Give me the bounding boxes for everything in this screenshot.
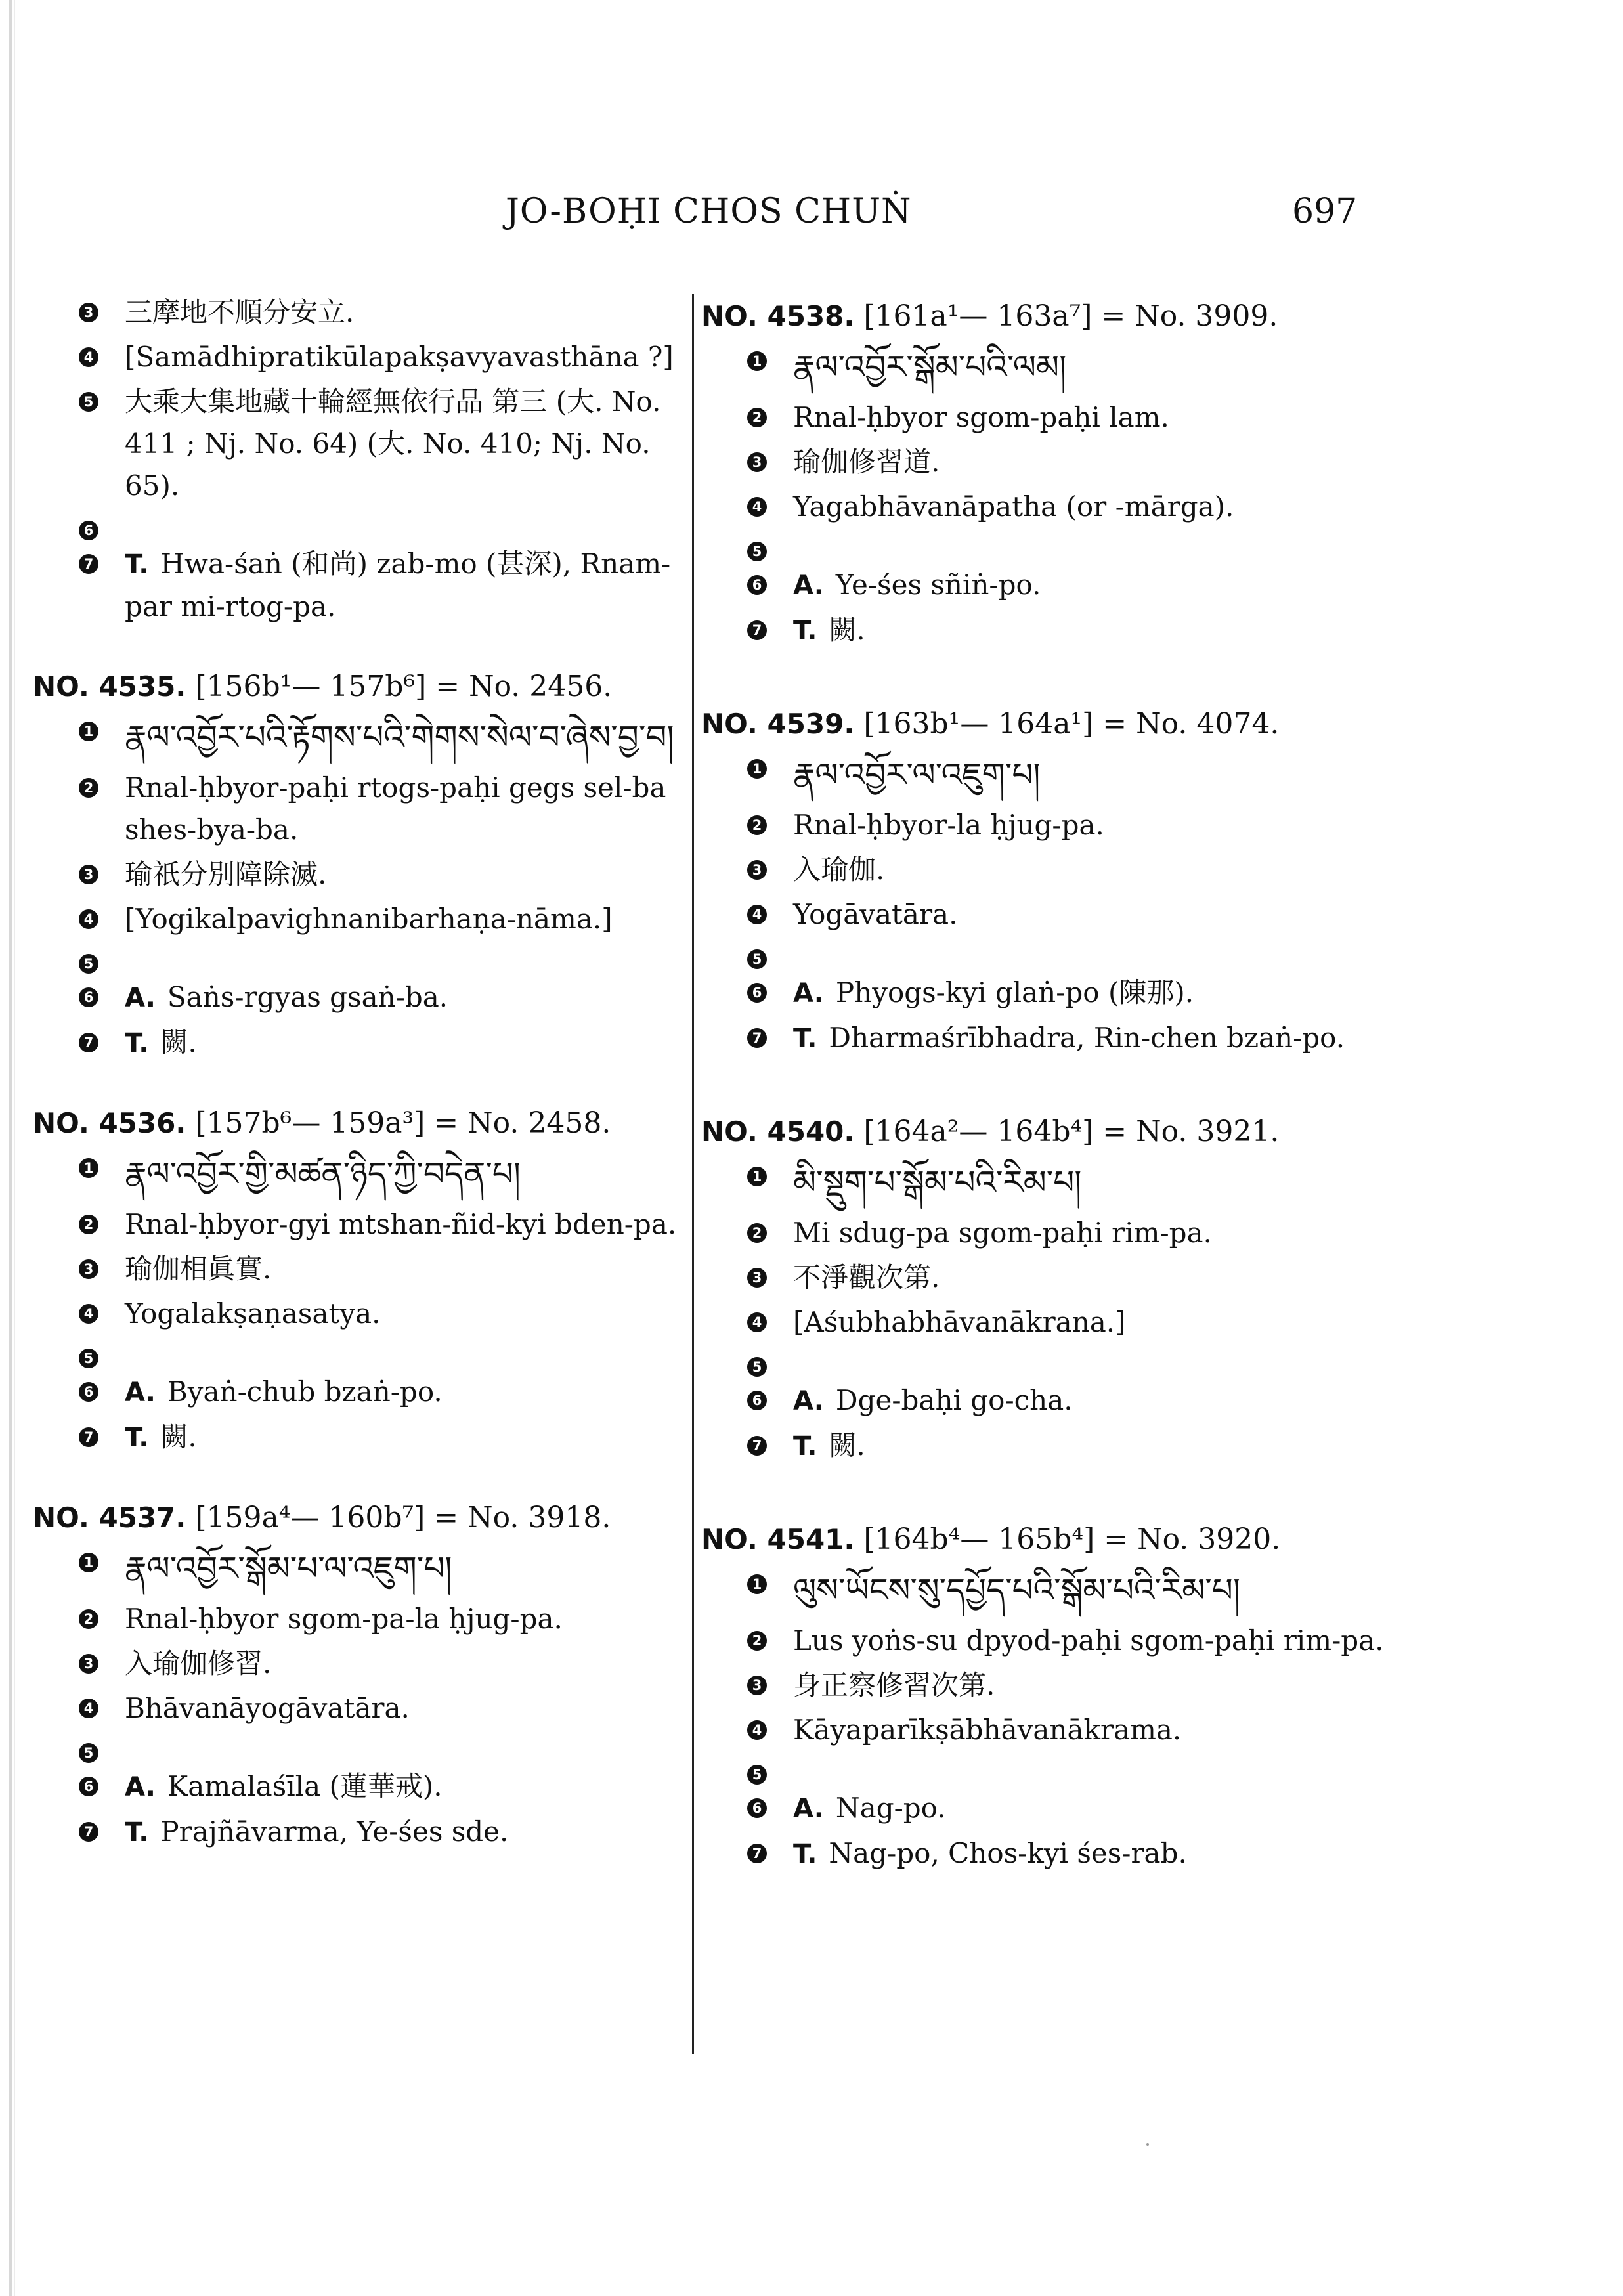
entry-item: [701, 609, 1555, 652]
marker-2: 2: [747, 1223, 767, 1243]
marker-6: 6: [747, 1391, 767, 1410]
entry-item: [33, 1337, 683, 1368]
author: Dge-baḥi go-cha.: [835, 1384, 1073, 1416]
entry-item: [33, 1371, 683, 1414]
entry-item: [701, 804, 1555, 846]
entry-heading: [33, 666, 683, 708]
marker-5: 5: [79, 1743, 98, 1763]
entry-4536: [33, 1102, 683, 1459]
author-label: A.: [125, 1377, 156, 1408]
marker-6: 6: [747, 1798, 767, 1818]
translator: 闕.: [829, 1429, 865, 1462]
entry-range: [164a²— 164b⁴] = No. 3921.: [863, 1115, 1280, 1148]
sanskrit-title: Bhāvanāyogāvatāra.: [125, 1692, 410, 1724]
marker-7: 7: [747, 1028, 767, 1048]
marker-1: 1: [747, 1574, 767, 1594]
entry-number: NO. 4540.: [701, 1116, 855, 1148]
sanskrit-title: Yogalakṣaṇasatya.: [125, 1297, 381, 1330]
entry-number: NO. 4536.: [33, 1107, 186, 1139]
chinese-title: 不淨觀次第.: [793, 1261, 940, 1293]
entry-item: [701, 1017, 1555, 1060]
entry-item: [701, 1664, 1555, 1706]
entry-item: [701, 1346, 1555, 1377]
marker-4: 4: [747, 905, 767, 924]
entry-item: [33, 509, 683, 540]
marker-7: 7: [747, 620, 767, 640]
tibetan-title: རྣལ་འབྱོར་པའི་རྟོགས་པའི་གེགས་སེལ་བ་ཞེས་བྱ་བ།: [125, 718, 674, 756]
entry-item: [701, 1787, 1555, 1830]
entry-item: [701, 441, 1555, 483]
translator: Nag-po, Chos-kyi śes-rab.: [829, 1837, 1187, 1869]
entry-item: [33, 543, 683, 628]
chinese-title: 瑜伽修習道.: [793, 446, 940, 478]
entry-item: [701, 849, 1555, 891]
entry-4538: [701, 295, 1555, 652]
entry-heading: [33, 1102, 683, 1144]
entry-item: [701, 1620, 1555, 1662]
marker-5: 5: [747, 542, 767, 561]
author-label: A.: [793, 571, 824, 601]
print-speck: [1146, 2143, 1149, 2146]
transliteration: Rnal-ḥbyor-gyi mtshan-ñid-kyi bden-pa.: [125, 1208, 677, 1240]
marker-2: 2: [79, 1609, 98, 1629]
marker-3: 3: [79, 303, 98, 322]
entry-item: [701, 340, 1555, 394]
entry-item: [701, 531, 1555, 561]
entry-heading: [33, 1497, 683, 1539]
marker-1: 1: [79, 1158, 98, 1178]
marker-3: 3: [747, 860, 767, 880]
left-column: [33, 289, 683, 1853]
page-number: 697: [1292, 192, 1358, 231]
right-column: [701, 295, 1555, 1875]
entry-4537: [33, 1497, 683, 1853]
translator-label: T.: [793, 1839, 817, 1869]
page-edge: [9, 0, 12, 2296]
entry-item: [33, 1598, 683, 1640]
chinese-title: 瑜祇分別障除滅.: [125, 858, 327, 890]
entry-number: NO. 4535.: [33, 670, 186, 703]
marker-5: 5: [79, 1349, 98, 1368]
marker-3: 3: [79, 1654, 98, 1674]
tibetan-title: རྣལ་འབྱོར་སྒོམ་པའི་ལམ།: [793, 348, 1067, 386]
author-label: A.: [793, 1794, 824, 1824]
entry-item: [33, 1416, 683, 1459]
entry-range: [161a¹— 163a⁷] = No. 3909.: [863, 299, 1278, 333]
translator: 闕.: [160, 1421, 197, 1453]
marker-1: 1: [747, 1167, 767, 1186]
entry-item: [701, 938, 1555, 969]
entry-item: [701, 1301, 1555, 1343]
marker-2: 2: [79, 1215, 98, 1234]
entry-item: [33, 381, 683, 507]
marker-7: 7: [79, 1033, 98, 1052]
entry-item: [701, 1212, 1555, 1254]
marker-5: 5: [79, 392, 98, 412]
entry-item: [701, 1832, 1555, 1875]
chinese-title: 身正察修習次第.: [793, 1669, 995, 1701]
transliteration: Rnal-ḥbyor-paḥi rtogs-paḥi gegs sel-ba shes-bya-ba.: [125, 771, 666, 846]
entry-heading: [701, 1519, 1555, 1561]
entry-item: [33, 1687, 683, 1729]
marker-4: 4: [747, 1720, 767, 1740]
sanskrit-title: Yogāvatāra.: [793, 898, 958, 930]
marker-4: 4: [79, 1699, 98, 1718]
author: Phyogs-kyi glaṅ-po (陳那).: [835, 976, 1194, 1008]
entry-4535: [33, 666, 683, 1064]
entry-item: [701, 1563, 1555, 1617]
marker-2: 2: [79, 778, 98, 798]
entry-continued: [33, 292, 683, 628]
entry-range: [156b¹— 157b⁶] = No. 2456.: [195, 670, 613, 703]
entry-item: [701, 486, 1555, 528]
running-title: JO-BOḤI CHOS CHUṄ: [506, 192, 912, 231]
entry-4539: [701, 703, 1555, 1060]
entry-item: [33, 1765, 683, 1808]
entry-item: [701, 972, 1555, 1014]
marker-4: 4: [79, 347, 98, 367]
entry-item: [33, 1022, 683, 1064]
marker-1: 1: [747, 351, 767, 371]
transliteration: Rnal-ḥbyor sgom-pa-la ḥjug-pa.: [125, 1603, 563, 1635]
chinese-references: 大乘大集地藏十輪經無依行品 第三 (大. No. 411 ; Nj. No. 64) (大. No. 410; Nj. No. 65).: [125, 385, 661, 502]
entry-item: [701, 564, 1555, 607]
marker-3: 3: [747, 1268, 767, 1288]
translator: Dharmaśrībhadra, Rin-chen bzaṅ-po.: [829, 1022, 1345, 1054]
translator-label: T.: [125, 1028, 149, 1058]
entry-item: [701, 1754, 1555, 1785]
entry-item: [33, 854, 683, 896]
tibetan-title: རྣལ་འབྱོར་སྒོམ་པ་ལ་འཇུག་པ།: [125, 1549, 452, 1588]
entry-item: [33, 767, 683, 851]
marker-1: 1: [79, 1553, 98, 1572]
marker-4: 4: [747, 1312, 767, 1332]
entry-4541: [701, 1519, 1555, 1875]
running-header: [0, 192, 1623, 244]
entry-item: [701, 1156, 1555, 1209]
translator: 闕.: [829, 614, 865, 646]
marker-5: 5: [79, 954, 98, 974]
entry-item: [33, 1248, 683, 1290]
entry-range: [163b¹— 164a¹] = No. 4074.: [863, 707, 1280, 741]
sanskrit-title: [Yogikalpavighnanibarhaṇa-nāma.]: [125, 903, 613, 935]
marker-5: 5: [747, 949, 767, 969]
entry-heading: [701, 703, 1555, 745]
entry-item: [701, 1379, 1555, 1422]
entry-number: NO. 4537.: [33, 1502, 186, 1534]
sanskrit-title: Yagabhāvanāpatha (or -mārga).: [793, 490, 1234, 523]
tibetan-title: ལུས་ཡོངས་སུ་དཔྱོད་པའི་སྒོམ་པའི་རིམ་པ།: [793, 1571, 1240, 1609]
marker-3: 3: [79, 865, 98, 884]
entry-item: [33, 898, 683, 940]
author: Ye-śes sñiṅ-po.: [835, 569, 1041, 601]
marker-6: 6: [79, 1382, 98, 1402]
author-label: A.: [125, 1772, 156, 1802]
entry-item: [33, 943, 683, 974]
marker-3: 3: [747, 1676, 767, 1695]
marker-6: 6: [79, 521, 98, 540]
entry-range: [164b⁴— 165b⁴] = No. 3920.: [863, 1523, 1281, 1556]
transliteration: Lus yoṅs-su dpyod-paḥi sgom-paḥi rim-pa.: [793, 1624, 1384, 1657]
translator-label: T.: [125, 1817, 149, 1848]
marker-3: 3: [79, 1259, 98, 1279]
marker-5: 5: [747, 1765, 767, 1785]
entry-item: [33, 1643, 683, 1685]
marker-7: 7: [747, 1844, 767, 1863]
author: Byaṅ-chub bzaṅ-po.: [167, 1375, 443, 1408]
entry-item: [33, 336, 683, 378]
entry-item: [33, 1203, 683, 1245]
entry-number: NO. 4539.: [701, 708, 855, 740]
marker-4: 4: [747, 497, 767, 517]
entry-number: NO. 4541.: [701, 1523, 855, 1555]
entry-item: [701, 748, 1555, 802]
translator-label: T.: [125, 1423, 149, 1453]
translator: 闕.: [160, 1026, 197, 1058]
entry-item: [33, 1293, 683, 1335]
chinese-title: 瑜伽相眞實.: [125, 1253, 272, 1285]
marker-2: 2: [747, 1631, 767, 1651]
sanskrit-title: Kāyaparīkṣābhāvanākrama.: [793, 1714, 1182, 1746]
transliteration: Mi sdug-pa sgom-paḥi rim-pa.: [793, 1217, 1212, 1249]
marker-7: 7: [79, 1427, 98, 1447]
entry-item: [33, 1811, 683, 1853]
marker-7: 7: [79, 554, 98, 574]
translator-label: T.: [793, 1024, 817, 1054]
translator: Hwa-śaṅ (和尚) zab-mo (甚深), Rnam-par mi-rtog-pa.: [125, 548, 671, 622]
marker-6: 6: [79, 1777, 98, 1796]
tibetan-title: མི་སྡུག་པ་སྒོམ་པའི་རིམ་པ།: [793, 1163, 1082, 1202]
translator-label: T.: [793, 1431, 817, 1462]
entry-number: NO. 4538.: [701, 300, 855, 332]
marker-2: 2: [747, 815, 767, 835]
marker-2: 2: [747, 408, 767, 427]
entry-item: [701, 1425, 1555, 1467]
marker-5: 5: [747, 1357, 767, 1377]
entry-heading: [701, 1111, 1555, 1153]
entry-4540: [701, 1111, 1555, 1467]
marker-7: 7: [79, 1822, 98, 1842]
marker-6: 6: [747, 575, 767, 595]
chinese-title: 入瑜伽修習.: [125, 1647, 272, 1679]
marker-4: 4: [79, 1304, 98, 1324]
tibetan-title: རྣལ་འབྱོར་ལ་འཇུག་པ།: [793, 756, 1041, 794]
entry-item: [33, 1542, 683, 1595]
entry-item: [33, 976, 683, 1019]
author: Kamalaśīla (蓮華戒).: [167, 1770, 443, 1802]
translator-label: T.: [125, 550, 149, 580]
page-edge-line: [14, 0, 15, 2296]
author-label: A.: [793, 978, 824, 1008]
entry-item: [33, 710, 683, 764]
marker-7: 7: [747, 1436, 767, 1456]
entry-range: [159a⁴— 160b⁷] = No. 3918.: [195, 1501, 611, 1534]
entry-range: [157b⁶— 159a³] = No. 2458.: [195, 1106, 611, 1140]
entry-item: [33, 1147, 683, 1201]
entry-item: [33, 1732, 683, 1763]
marker-1: 1: [79, 722, 98, 741]
author-label: A.: [125, 983, 156, 1013]
author-label: A.: [793, 1386, 824, 1416]
entry-item: [701, 397, 1555, 439]
entry-item: [33, 292, 683, 334]
marker-4: 4: [79, 909, 98, 929]
translator: Prajñāvarma, Ye-śes sde.: [160, 1815, 509, 1848]
chinese-title: 三摩地不順分安立.: [125, 296, 355, 328]
entry-heading: [701, 295, 1555, 337]
marker-1: 1: [747, 759, 767, 779]
column-divider: [692, 294, 694, 2054]
entry-item: [701, 894, 1555, 936]
tibetan-title: རྣལ་འབྱོར་གྱི་མཚན་ཉིད་ཀྱི་བདེན་པ།: [125, 1155, 521, 1193]
sanskrit-title: [Samādhipratikūlapakṣavyavasthāna ?]: [125, 341, 674, 373]
transliteration: Rnal-ḥbyor sgom-paḥi lam.: [793, 401, 1169, 433]
author: Saṅs-rgyas gsaṅ-ba.: [167, 981, 448, 1013]
entry-item: [701, 1257, 1555, 1299]
transliteration: Rnal-ḥbyor-la ḥjug-pa.: [793, 809, 1104, 841]
sanskrit-title: [Aśubhabhāvanākrana.]: [793, 1306, 1126, 1338]
chinese-title: 入瑜伽.: [793, 854, 885, 886]
marker-6: 6: [747, 983, 767, 1003]
marker-6: 6: [79, 987, 98, 1007]
author: Nag-po.: [835, 1792, 946, 1824]
entry-item: [701, 1709, 1555, 1751]
marker-3: 3: [747, 452, 767, 472]
translator-label: T.: [793, 616, 817, 646]
